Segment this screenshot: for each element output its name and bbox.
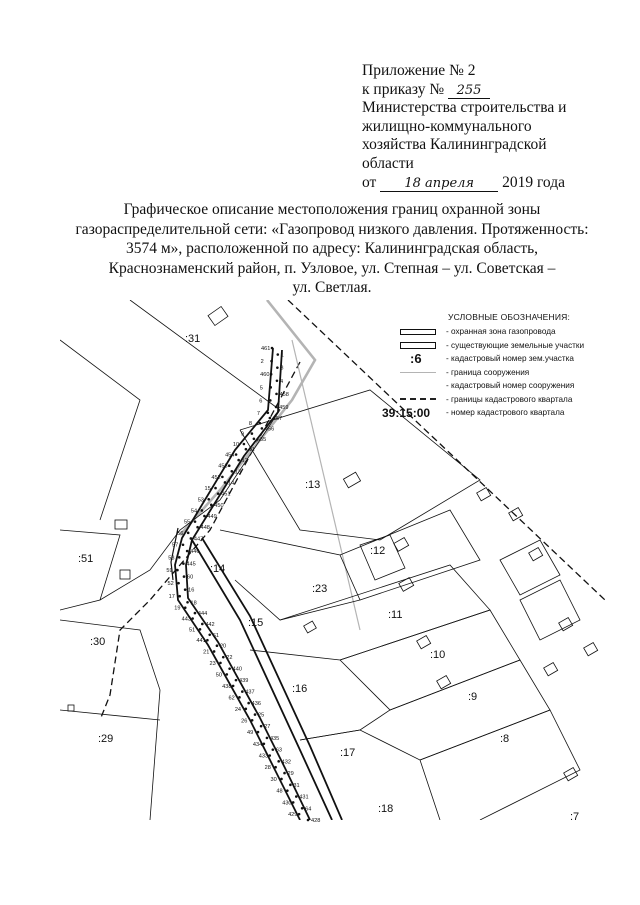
point-label: 31 xyxy=(293,782,300,789)
title-line-4: Краснознаменский район, п. Узловое, ул. Степная – ул. Советская – xyxy=(108,259,556,277)
point-label: 9 xyxy=(240,431,245,438)
protection-zone-branch xyxy=(192,540,332,820)
point-label: 1 xyxy=(280,352,284,359)
parcel-label: :16 xyxy=(292,683,308,695)
building xyxy=(343,472,360,488)
title-line-3: 3574 м», расположенной по адресу: Калининградская область, xyxy=(125,240,539,258)
point-label: 64 xyxy=(305,806,312,813)
point-marker xyxy=(186,601,189,604)
legend-title: УСЛОВНЫЕ ОБОЗНАЧЕНИЯ: xyxy=(448,312,571,322)
point-label: 435 xyxy=(269,735,280,742)
point-marker xyxy=(286,789,289,792)
point-label: 431 xyxy=(299,794,309,801)
point-label: 433 xyxy=(258,753,269,760)
point-label: 440 xyxy=(232,666,242,673)
point-label: 58 xyxy=(168,555,175,562)
point-label: 59 xyxy=(166,568,173,575)
point-label: 2 xyxy=(260,359,264,366)
point-label: 30 xyxy=(270,776,277,783)
point-marker xyxy=(267,412,270,415)
parcel-label: :9 xyxy=(468,691,478,703)
legend-item xyxy=(400,339,605,353)
point-label: 61 xyxy=(212,632,219,639)
order-prefix: к приказу № xyxy=(362,80,449,98)
point-label: 54 xyxy=(190,508,198,515)
building xyxy=(559,618,573,631)
point-label: 62 xyxy=(228,695,235,702)
point-label: 8 xyxy=(248,421,252,428)
point-label: 55 xyxy=(184,519,191,526)
point-label: 442 xyxy=(205,621,215,628)
point-label: 434 xyxy=(252,741,263,748)
point-marker xyxy=(186,550,189,553)
point-marker xyxy=(237,459,240,462)
ministry-line-1: Министерства строительства и xyxy=(362,99,567,117)
point-marker xyxy=(235,453,238,456)
building xyxy=(304,621,317,633)
parcel-label: :30 xyxy=(90,636,106,648)
point-label: 436 xyxy=(251,701,261,708)
point-marker xyxy=(283,772,286,775)
point-label: 17 xyxy=(168,594,175,601)
point-marker xyxy=(289,784,292,787)
legend-label: - границы кадастрового квартала xyxy=(446,394,573,404)
point-label: 429 xyxy=(288,812,298,819)
point-label: 445 xyxy=(186,561,196,568)
point-label: 25 xyxy=(257,712,265,719)
point-label: 461 xyxy=(261,346,271,352)
point-marker xyxy=(216,644,219,647)
point-label: 51 xyxy=(189,627,196,634)
point-marker xyxy=(228,464,231,467)
appendix-line: Приложение № 2 xyxy=(362,62,476,79)
point-label: 13 xyxy=(234,469,242,476)
point-marker xyxy=(178,556,181,559)
point-marker xyxy=(254,713,257,716)
point-label: 20 xyxy=(219,643,227,650)
parcel-label: :8 xyxy=(500,733,510,745)
date-handwritten: 18 апреля xyxy=(380,177,498,192)
point-label: 24 xyxy=(234,706,242,713)
parcel-label: :17 xyxy=(340,747,356,759)
point-marker xyxy=(191,617,194,620)
point-marker xyxy=(196,526,199,529)
title-line-2: газораспределительной сети: «Газопровод низкого давления. Протяженность: xyxy=(75,220,589,238)
building xyxy=(394,538,409,552)
point-label: 441 xyxy=(196,638,206,645)
point-marker xyxy=(206,639,209,642)
point-marker xyxy=(274,766,277,769)
pipeline-points xyxy=(166,346,320,824)
date-suffix: 2019 года xyxy=(498,173,565,191)
building xyxy=(68,705,74,711)
parcel-label: :15 xyxy=(248,617,264,629)
point-marker xyxy=(208,633,211,636)
point-label: 52 xyxy=(167,581,174,588)
point-marker xyxy=(253,438,256,441)
point-label: 60 xyxy=(186,574,194,581)
point-marker xyxy=(263,742,266,745)
point-marker xyxy=(184,606,187,609)
point-marker xyxy=(271,347,274,350)
point-marker xyxy=(270,373,273,376)
point-label: 16 xyxy=(188,587,195,594)
legend-item xyxy=(382,405,605,420)
point-label: 450 xyxy=(214,502,224,509)
point-marker xyxy=(261,427,264,430)
point-label: 6 xyxy=(259,398,263,405)
point-marker xyxy=(268,754,271,757)
building xyxy=(509,508,523,521)
point-label: 451 xyxy=(221,491,231,498)
point-marker xyxy=(259,422,262,425)
point-label: 56 xyxy=(177,530,184,537)
point-marker xyxy=(270,360,273,363)
parcel-label: :14 xyxy=(210,563,226,575)
point-label: 432 xyxy=(281,759,292,766)
order-header xyxy=(362,62,632,192)
point-marker xyxy=(203,515,206,518)
building xyxy=(544,663,558,676)
point-marker xyxy=(298,813,301,816)
point-marker xyxy=(219,662,222,665)
quarter-number-symbol: 39:15:00 xyxy=(382,405,431,420)
document-title xyxy=(72,200,592,298)
legend-item xyxy=(400,393,605,407)
point-label: 49 xyxy=(247,730,254,737)
point-label: 14 xyxy=(227,480,235,487)
protection-zone-symbol xyxy=(400,329,436,335)
point-marker xyxy=(178,595,181,598)
point-label: 21 xyxy=(203,649,210,656)
point-marker xyxy=(257,731,260,734)
point-marker xyxy=(269,417,272,420)
point-label: 10 xyxy=(232,442,240,449)
building xyxy=(120,570,130,579)
point-label: 48 xyxy=(276,788,283,795)
point-marker xyxy=(222,656,225,659)
parcel-label: :31 xyxy=(185,333,201,345)
point-label: 444 xyxy=(197,611,208,618)
point-marker xyxy=(301,807,304,810)
ministry-line-4: области xyxy=(362,154,414,172)
title-line-5: ул. Светлая. xyxy=(292,279,372,297)
legend-label: - граница сооружения xyxy=(446,367,530,377)
ministry-line-2: жилищно-коммунального xyxy=(362,117,532,135)
point-marker xyxy=(251,432,254,435)
date-prefix: от xyxy=(362,173,381,191)
point-marker xyxy=(260,725,263,728)
point-marker xyxy=(187,532,190,535)
point-marker xyxy=(276,353,279,356)
building xyxy=(417,636,431,649)
parcel-label: :7 xyxy=(570,811,580,823)
point-marker xyxy=(243,443,246,446)
point-label: 438 xyxy=(222,683,232,690)
point-marker xyxy=(176,569,179,572)
parcel-label: :13 xyxy=(305,479,321,491)
point-label: 23 xyxy=(209,660,216,667)
building xyxy=(529,548,543,561)
point-label: 428 xyxy=(311,818,321,824)
point-marker xyxy=(238,696,241,699)
point-label: 26 xyxy=(241,718,248,725)
point-marker xyxy=(277,760,280,763)
point-marker xyxy=(232,685,235,688)
point-label: 449 xyxy=(207,514,217,521)
point-marker xyxy=(182,562,185,565)
building xyxy=(115,520,127,529)
legend-label: - кадастровый номер сооружения xyxy=(446,381,575,391)
land-plot-symbol xyxy=(400,342,436,349)
point-marker xyxy=(201,623,204,626)
point-marker xyxy=(275,393,278,396)
point-label: 11 xyxy=(248,447,255,454)
ministry-line-3: хозяйства Калининградской xyxy=(362,136,547,154)
point-marker xyxy=(275,406,278,409)
building xyxy=(564,768,578,781)
point-label: 57 xyxy=(172,542,179,549)
map-legend xyxy=(382,312,605,420)
point-label: 22 xyxy=(226,655,233,662)
point-label: 63 xyxy=(275,747,283,754)
point-marker xyxy=(272,748,275,751)
point-label: 437 xyxy=(245,689,255,696)
point-label: 3 xyxy=(280,365,284,372)
point-label: 447 xyxy=(193,536,204,543)
point-label: 439 xyxy=(238,678,249,685)
point-label: 452 xyxy=(211,474,221,481)
point-label: 460 xyxy=(260,372,270,379)
building xyxy=(584,643,598,656)
point-marker xyxy=(194,612,197,615)
parcel-label: :12 xyxy=(370,545,386,557)
legend-label: - существующие земельные участки xyxy=(446,340,585,350)
point-marker xyxy=(280,778,283,781)
point-marker xyxy=(241,690,244,693)
point-marker xyxy=(199,628,202,631)
point-marker xyxy=(182,543,185,546)
point-marker xyxy=(295,795,298,798)
point-marker xyxy=(214,487,217,490)
point-marker xyxy=(245,708,248,711)
point-label: 446 xyxy=(190,549,200,556)
point-label: 453 xyxy=(218,463,228,470)
point-label: 448 xyxy=(200,525,210,532)
point-marker xyxy=(183,575,186,578)
point-marker xyxy=(276,366,279,369)
point-marker xyxy=(269,399,272,402)
parcel-label: :18 xyxy=(378,803,394,815)
point-label: 27 xyxy=(264,724,271,731)
point-marker xyxy=(225,673,228,676)
parcel-label: :23 xyxy=(312,583,328,595)
point-marker xyxy=(292,801,295,804)
point-marker xyxy=(276,379,279,382)
title-line-1: Графическое описание местоположения границ охранной зоны xyxy=(123,201,541,218)
point-marker xyxy=(247,702,250,705)
legend-item xyxy=(400,379,605,393)
point-label: 18 xyxy=(190,600,197,607)
point-marker xyxy=(245,448,248,451)
point-marker xyxy=(269,386,272,389)
point-marker xyxy=(217,492,220,495)
legend-label: - охранная зона газопровода xyxy=(446,327,556,337)
point-label: 455 xyxy=(256,436,267,443)
cadastral-number-symbol: :6 xyxy=(410,351,422,367)
point-marker xyxy=(231,470,234,473)
order-line xyxy=(362,81,632,100)
point-marker xyxy=(184,588,187,591)
point-label: 7 xyxy=(256,410,260,417)
point-label: 5 xyxy=(259,385,263,392)
point-label: 456 xyxy=(264,426,275,433)
building xyxy=(208,306,228,325)
point-marker xyxy=(213,650,216,653)
point-label: 454 xyxy=(225,452,235,459)
point-marker xyxy=(307,819,310,822)
point-label: 457 xyxy=(272,416,283,423)
parcel-label: :10 xyxy=(430,649,446,661)
parcel-label: :29 xyxy=(98,733,114,745)
structure-boundary-symbol xyxy=(400,372,436,373)
point-marker xyxy=(235,679,238,682)
point-marker xyxy=(221,476,224,479)
point-label: 12 xyxy=(241,458,248,465)
point-label: 459 xyxy=(279,404,289,411)
date-line xyxy=(362,174,632,193)
legend-item xyxy=(400,366,605,380)
legend-label: - номер кадастрового квартала xyxy=(446,408,565,418)
point-label: 443 xyxy=(181,616,191,623)
point-marker xyxy=(207,498,210,501)
point-label: 458 xyxy=(279,391,289,398)
legend-label: - кадастровый номер зем.участка xyxy=(446,354,574,364)
legend-item xyxy=(400,325,605,339)
point-label: 28 xyxy=(264,765,271,772)
point-label: 19 xyxy=(174,605,181,612)
point-label: 15 xyxy=(204,486,211,493)
legend-item xyxy=(400,352,605,366)
point-marker xyxy=(266,737,269,740)
point-label: 50 xyxy=(215,672,223,679)
point-marker xyxy=(201,509,204,512)
point-marker xyxy=(228,667,231,670)
point-label: 53 xyxy=(197,497,204,504)
quarter-boundary-symbol xyxy=(400,398,436,400)
point-marker xyxy=(194,520,197,523)
point-label: 4 xyxy=(279,378,284,385)
building xyxy=(437,676,451,689)
point-marker xyxy=(177,582,180,585)
parcel-label: :11 xyxy=(388,609,403,621)
point-marker xyxy=(210,504,213,507)
point-marker xyxy=(224,481,227,484)
point-marker xyxy=(190,537,193,540)
parcel-label: :51 xyxy=(78,553,94,565)
point-label: 430 xyxy=(282,800,292,807)
point-marker xyxy=(251,719,254,722)
point-label: 29 xyxy=(287,771,294,778)
order-number: 255 xyxy=(448,84,490,99)
